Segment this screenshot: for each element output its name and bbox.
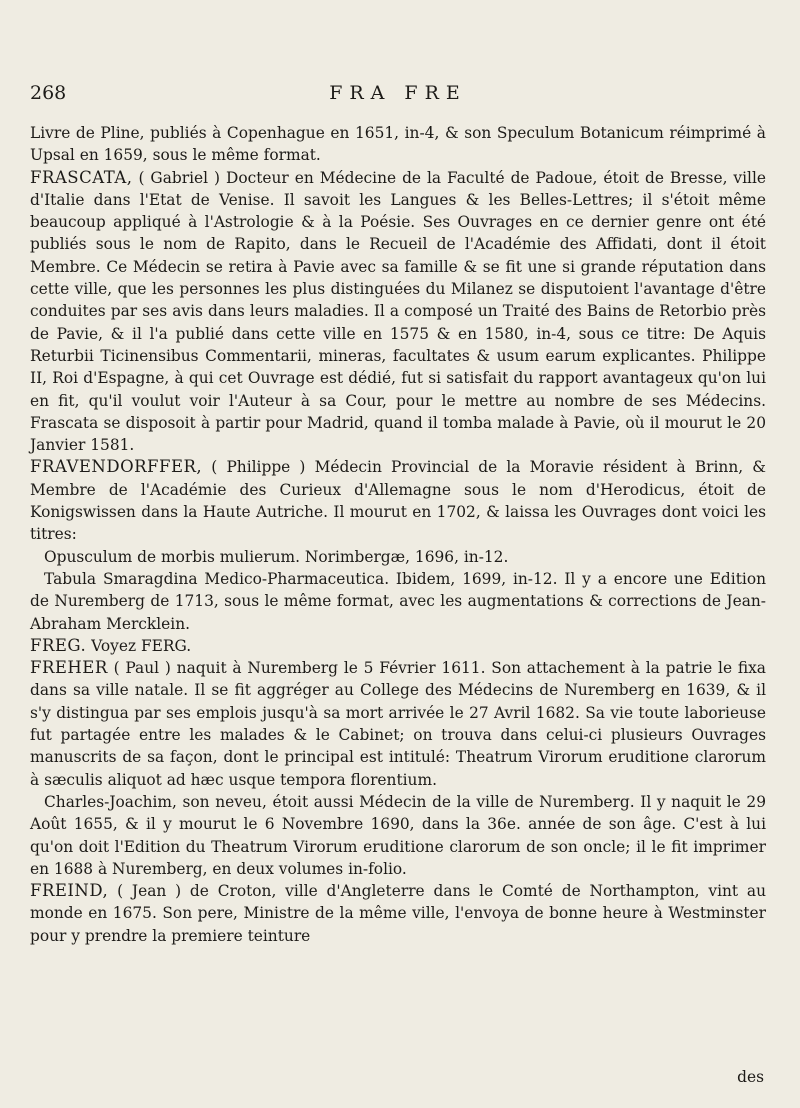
entry-headword: FREHER	[30, 658, 108, 678]
entry-text: ( Paul ) naquit à Nuremberg le 5 Février 1611. Son attachement à la patrie le fixa dans sa ville natale. Il se fit aggréger au College des Médecins de Nuremberg en 1639, & il s'y distingua par ses emplois jusqu'à sa mort arrivée le 27 Avril 1682. Sa vie toute laborieuse fut partagée entre les malades & le Cabinet; on trouva dans celui-ci plusieurs Ouvrages manuscrits de sa façon, dont le principal est intitulé: Theatrum Virorum eruditione clarorum à sæculis aliquot ad hæc usque tempora florentium.	[30, 659, 766, 789]
entry-headword: FREG.	[30, 635, 87, 655]
work-title: Tabula Smaragdina Medico-Pharmaceutica. Ibidem, 1699, in-12. Il y a encore une Edition de Nuremberg de 1713, sous le même format, avec les augmentations & corrections de Jean-Abraham Mercklein.	[30, 569, 766, 633]
entry-text: Voyez FERG.	[91, 636, 192, 655]
entry-headword: FRASCATA,	[30, 167, 133, 187]
entry-text: ( Gabriel ) Docteur en Médecine de la Faculté de Padoue, étoit de Bresse, ville d'Italie dans l'Etat de Venise. Il savoit les Langues & les Belles-Lettres; il s'étoit même beaucoup appliqué à l'Astrologie & à la Poésie. Ses Ouvrages en ce dernier genre ont été publiés sous le nom de Rapito, dans le Recueil de l'Académie des Affidati, dont il étoit Membre. Ce Médecin se retira à Pavie avec sa famille & se fit une si grande réputation dans cette ville, que les personnes les plus distinguées du Milanez se disputoient l'avantage d'être conduites par ses avis dans leurs maladies. Il a composé un Traité des Bains de Retorbio près de Pavie, & il l'a publié dans cette ville en 1575 & en 1580, in-4, sous ce titre: De Aquis Returbii Ticinensibus Commentarii, mineras, facultates & usum earum explicantes. Philippe II, Roi d'Espagne, à qui cet Ouvrage est dédié, fut si satisfait du rapport avantageux qu'on lui en fit, qu'il voulut voir l'Auteur à sa Cour, pour le mettre au nombre de ses Médecins. Frascata se disposoit à partir pour Madrid, quand il tomba malade à Pavie, où il mourut le 20 Janvier 1581.	[30, 168, 766, 455]
entry-fravendorffer	[30, 456, 766, 545]
entry-headword: FREIND,	[30, 881, 109, 901]
entry-continuation: Livre de Pline, publiés à Copenhague en 1651, in-4, & son Speculum Botanicum réimprimé à Upsal en 1659, sous le même format.	[30, 124, 766, 165]
entry-headword: FRAVENDORFFER,	[30, 457, 203, 477]
entry-freher	[30, 657, 766, 791]
page-number: 268	[30, 82, 67, 104]
running-head: FRA FRE	[329, 82, 467, 104]
entry-freg	[30, 635, 766, 657]
entry-frascata	[30, 167, 766, 457]
work-title: Opusculum de morbis mulierum. Norimbergæ, 1696, in-12.	[44, 547, 509, 566]
sub-entry: Charles-Joachim, son neveu, étoit aussi Médecin de la ville de Nuremberg. Il y naquit le 29 Août 1655, & il y mourut le 6 Novembre 1690, dans la 36e. année de son âge. C'est à lui qu'on doit l'Edition du Theatrum Virorum eruditione clarorum de son oncle; il le fit imprimer en 1688 à Nuremberg, en deux volumes in-folio.	[30, 792, 766, 878]
entry-freind	[30, 880, 766, 947]
catchword: des	[737, 1068, 764, 1086]
entry-text: ( Jean ) de Croton, ville d'Angleterre dans le Comté de Northampton, vint au monde en 1675. Son pere, Ministre de la même ville, l'envoya de bonne heure à Westminster pour y prendre la premiere teinture	[30, 882, 766, 945]
entry-text: ( Philippe ) Médecin Provincial de la Moravie résident à Brinn, & Membre de l'Académie des Curieux d'Allemagne sous le nom d'Herodicus, étoit de Konigswissen dans la Haute Autriche. Il mourut en 1702, & laissa les Ouvrages dont voici les titres:	[30, 458, 766, 544]
page-header	[30, 82, 766, 112]
body-text	[30, 122, 766, 947]
